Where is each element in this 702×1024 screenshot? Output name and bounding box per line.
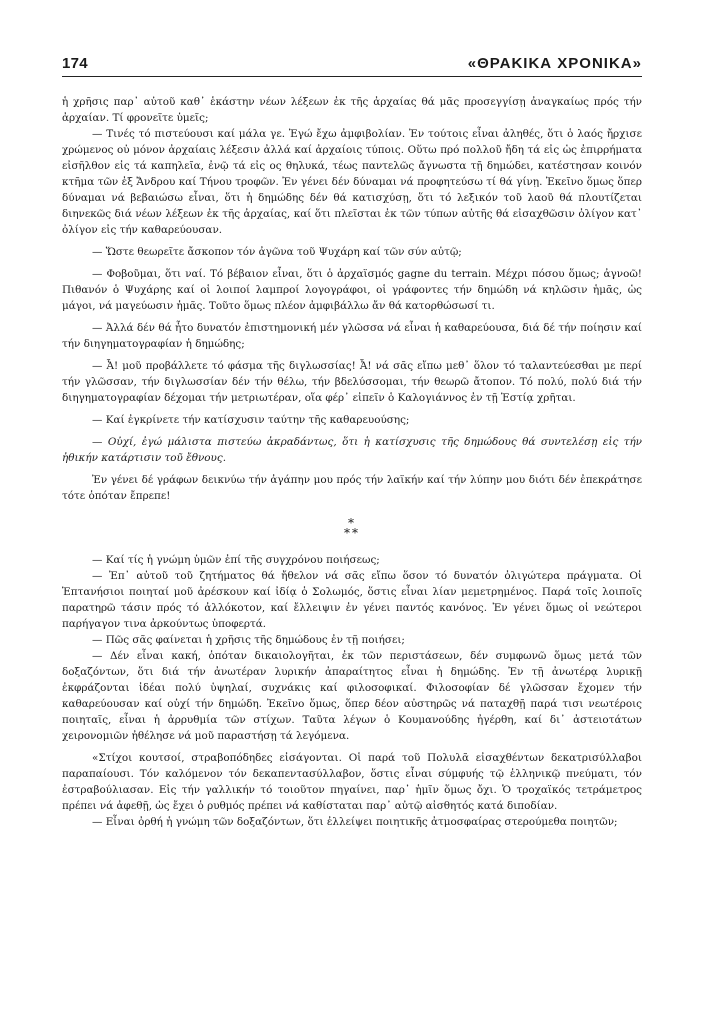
section-separator: * **: [344, 516, 360, 540]
paragraph: — Εἶναι ὀρθή ἡ γνώμη τῶν δοξαζόντων, ὅτι ἐλλείψει ποιητικῆς ἀτμοσφαίρας στερούμεθα ποιητῶν;: [92, 816, 618, 828]
body-text: [62, 94, 642, 830]
running-title: «ΘΡΑΚΙΚΑ ΧΡΟΝΙΚΑ»: [467, 54, 642, 72]
header-rule: [62, 76, 642, 77]
paragraph: — Δέν εἶναι κακή, ὁπόταν δικαιολογῆται, ἐκ τῶν περιστάσεων, δέν συμφωνῶ ὅμως μετά τῶν δοξαζόντων, ὅτι διά τήν ἀνωτέραν λυρικήν ἀπαραίτητος εἶναι ἡ δημώδης. Ἐν τῇ ἀνωτέρᾳ λυρικῇ ἐκφράζονται ἰδέαι πολύ ὑψηλαί, συχνάκις καί φιλοσοφικαί. Φιλοσοφίαν δέ γλῶσσαν ἔχομεν τήν καθαρεύουσαν καί οὐχί τήν δημώδη. Ἐκεῖνο ὅμως, ὅπερ δέον αὐστηρῶς νά παταχθῇ παρά τισι νεωτέροις ποιηταῖς, εἶναι ἡ ἀρρυθμία τῶν στίχων. Ταῦτα λέγων ὁ Κουμανούδης ἠγέρθη, καί δι᾽ ἀστειοτάτων χειρονομιῶν ἠθέλησε νά μοῦ παραστήσῃ τά λεγόμενα.: [62, 650, 642, 742]
paragraph: — Φοβοῦμαι, ὅτι ναί. Τό βέβαιον εἶναι, ὅτι ὁ ἀρχαϊσμός gagne du terrain. Μέχρι πόσου ὅμως; ἀγνοῶ! Πιθανόν ὁ Ψυχάρης καί οἱ λοιποί λαμπροί λογογράφοι, οἱ γράφοντες τήν δημώδη νά κηλῶσιν ἡμᾶς, ὡς μάγοι, νά μαγεύωσιν ἡμᾶς. Τοῦτο ὅμως πλέον ἀμφιβάλλω ἄν θά κατορθώσωσί τι.: [62, 268, 642, 312]
paragraph: — Ὥστε θεωρεῖτε ἄσκοπον τόν ἀγῶνα τοῦ Ψυχάρη καί τῶν σύν αὐτῷ;: [92, 246, 462, 258]
paragraph: — Οὐχί, ἐγώ μάλιστα πιστεύω ἀκραδάντως, ὅτι ἡ κατίσχυσις τῆς δημώδους θά συντελέσῃ εἰς τήν ἠθικήν κατάρτισιν τοῦ ἔθνους.: [62, 436, 642, 464]
paragraph: ἡ χρῆσις παρ᾽ αὐτοῦ καθ᾽ ἑκάστην νέων λέξεων ἐκ τῆς ἀρχαίας θά μᾶς προσεγγίσῃ ἀναγκαίως πρός τήν ἀρχαίαν. Τί φρονεῖτε ὑμεῖς;: [62, 96, 642, 124]
paragraph: — Ἀλλά δέν θά ἦτο δυνατόν ἐπιστημονική μέν γλῶσσα νά εἶναι ἡ καθαρεύουσα, διά δέ τήν ποίησιν καί τήν διηγηματογραφίαν ἡ δημώδης;: [62, 322, 642, 350]
paragraph: — Τινές τό πιστεύουσι καί μάλα γε. Ἐγώ ἔχω ἀμφιβολίαν. Ἐν τούτοις εἶναι ἀληθές, ὅτι ὁ λαός ἤρχισε χρώμενος οὐ μόνον ἀρχαίαις λέξεσιν ἀλλά καί ἀρχαίοις τύποις. Οὕτω πρό πολλοῦ ἤδη τά εἰς ὡς ἐπιρρήματα εἰσῆλθον εἰς τά καπηλεῖα, ἐνῷ τά εἰς ος θηλυκά, τέως παντελῶς ἄγνωστα τῇ δημώδει, κατέστησαν κοινόν κτῆμα τῶν ἐξ Ἄνδρου καί Τήνου τροφῶν. Ἐν γένει δέν δύναμαι νά προφητεύσω τί θά γίνῃ. Ἐκεῖνο ὅμως ὅπερ δύναμαι νά βεβαιώσω εἶναι, ὅτι ἡ δημώδης δέν θά κατισχύσῃ, ὅτι τό λεξικόν τοῦ λαοῦ θά πλουτίζεται διηνεκῶς διά νέων λέξεων ἐκ τῆς ἀρχαίας, καί ὅτι πλεῖσται ἐκ τῶν τύπων αὐτῆς θά εἰσαχθῶσιν ὀλίγον κατ᾽ ὀλίγον εἰς τήν καθαρεύουσαν.: [62, 128, 642, 236]
page-number: 174: [62, 54, 88, 72]
paragraph: — Καί ἐγκρίνετε τήν κατίσχυσιν ταύτην τῆς καθαρευούσης;: [92, 414, 410, 426]
paragraph: — Ἆ! μοῦ προβάλλετε τό φάσμα τῆς διγλωσσίας! Ἆ! νά σᾶς εἴπω μεθ᾽ ὅλον τό ταλαντεύεσθαι με περί τήν γλῶσσαν, τήν διγλωσσίαν δέν τήν θέλω, τήν βδελύσσομαι, τήν θεωρῶ ἄτοπον. Τό πολύ, πολύ διά τήν διηγηματογραφίαν δέχομαι τήν μετριωτέραν, οἵα φέρ᾽ εἰπεῖν ὁ Καλογιάννος ἐν τῇ Ἑστίᾳ χρῆται.: [62, 360, 642, 404]
paragraph: — Ἐπ᾽ αὐτοῦ τοῦ ζητήματος θά ἤθελον νά σᾶς εἴπω ὅσον τό δυνατόν ὀλιγώτερα πράγματα. Οἱ Ἑπτανήσιοι ποιηταί μοῦ ἀρέσκουν καί ἰδίᾳ ὁ Σολωμός, ὅστις εἶναι λίαν μεμετρημένος. Παρά τοῖς λοιποῖς παρατηρῶ τάσιν πρός τό ἀλλόκοτον, καί ἔλλειψιν ἐν γένει παντός κανόνος. Ἐν γένει ὅμως οἱ νεώτεροι παρήγαγον τινα ἀρκούντως ὑποφερτά.: [62, 570, 642, 630]
paragraph: Ἐν γένει δέ γράφων δεικνύω τήν ἀγάπην μου πρός τήν λαϊκήν καί τήν λύπην μου διότι δέν ἐπεκράτησε τότε ὁπόταν ἔπρεπε!: [62, 474, 642, 502]
page-header: [62, 48, 642, 78]
paragraph: — Καί τίς ἡ γνώμη ὑμῶν ἐπί τῆς συγχρόνου ποιήσεως;: [92, 554, 380, 566]
paragraph: «Στίχοι κουτσοί, στραβοπόδηδες εἰσάγονται. Οἱ παρά τοῦ Πολυλᾶ εἰσαχθέντων δεκατρισύλλαβοι παραπαίουσι. Τόν καλόμενον τόν δεκαπεντασύλλαβον, ὅστις εἶναι σύμφυής τῷ ἑλληνικῷ πνεύματι, τόν ἐστραβούλιασαν. Εἰς τήν γαλλικήν τό τοιοῦτον πηγαίνει, παρ᾽ ἡμῖν ὅμως ὄχι. Ὁ τροχαϊκός τετράμετρος πρέπει νά ἀφεθῇ, ὡς ἔχει ὁ ρυθμός πρέπει νά καθίσταται παρ᾽ αὐτῷ αἰσθητός κατά διποδίαν.: [62, 752, 642, 812]
paragraph: — Πῶς σᾶς φαίνεται ἡ χρῆσις τῆς δημώδους ἐν τῇ ποιήσει;: [92, 634, 405, 646]
